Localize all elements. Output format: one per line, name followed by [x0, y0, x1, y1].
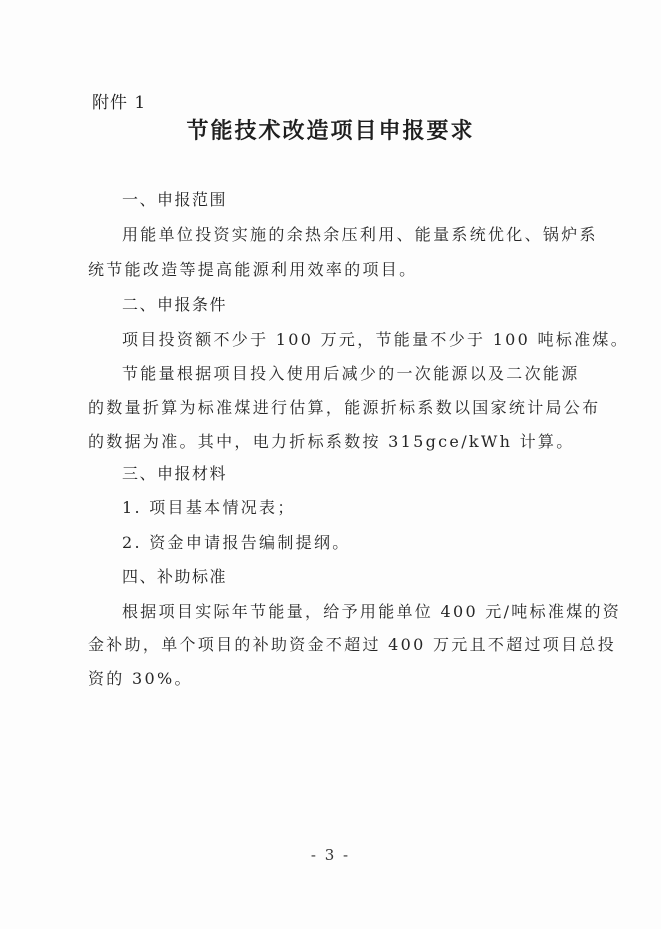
paragraph-line: 项目投资额不少于 100 万元，节能量不少于 100 吨标准煤。 — [122, 330, 630, 349]
list-item: 1. 项目基本情况表； — [122, 498, 296, 517]
paragraph-line: 节能量根据项目投入使用后减少的一次能源以及二次能源 — [122, 364, 580, 383]
section-heading-conditions: 二、申报条件 — [122, 295, 228, 314]
paragraph-line: 根据项目实际年节能量，给予用能单位 400 元/吨标准煤的资 — [122, 602, 622, 621]
list-item: 2. 资金申请报告编制提纲。 — [122, 533, 351, 552]
section-heading-materials: 三、申报材料 — [122, 464, 228, 483]
section-heading-scope: 一、申报范围 — [122, 190, 228, 209]
page-number: - 3 - — [310, 846, 351, 864]
paragraph-line: 资的 30%。 — [88, 669, 193, 688]
paragraph-line: 的数据为准。其中，电力折标系数按 315gce/kWh 计算。 — [88, 432, 575, 451]
paragraph-line: 金补助，单个项目的补助资金不超过 400 万元且不超过项目总投 — [88, 635, 617, 654]
paragraph-line: 用能单位投资实施的余热余压利用、能量系统优化、锅炉系 — [122, 225, 598, 244]
paragraph-line: 的数量折算为标准煤进行估算，能源折标系数以国家统计局公布 — [88, 398, 601, 417]
paragraph-line: 统节能改造等提高能源利用效率的项目。 — [88, 260, 418, 279]
attachment-label: 附件 1 — [92, 93, 147, 113]
document-title: 节能技术改造项目申报要求 — [186, 118, 475, 144]
section-heading-subsidy: 四、补助标准 — [122, 567, 228, 586]
